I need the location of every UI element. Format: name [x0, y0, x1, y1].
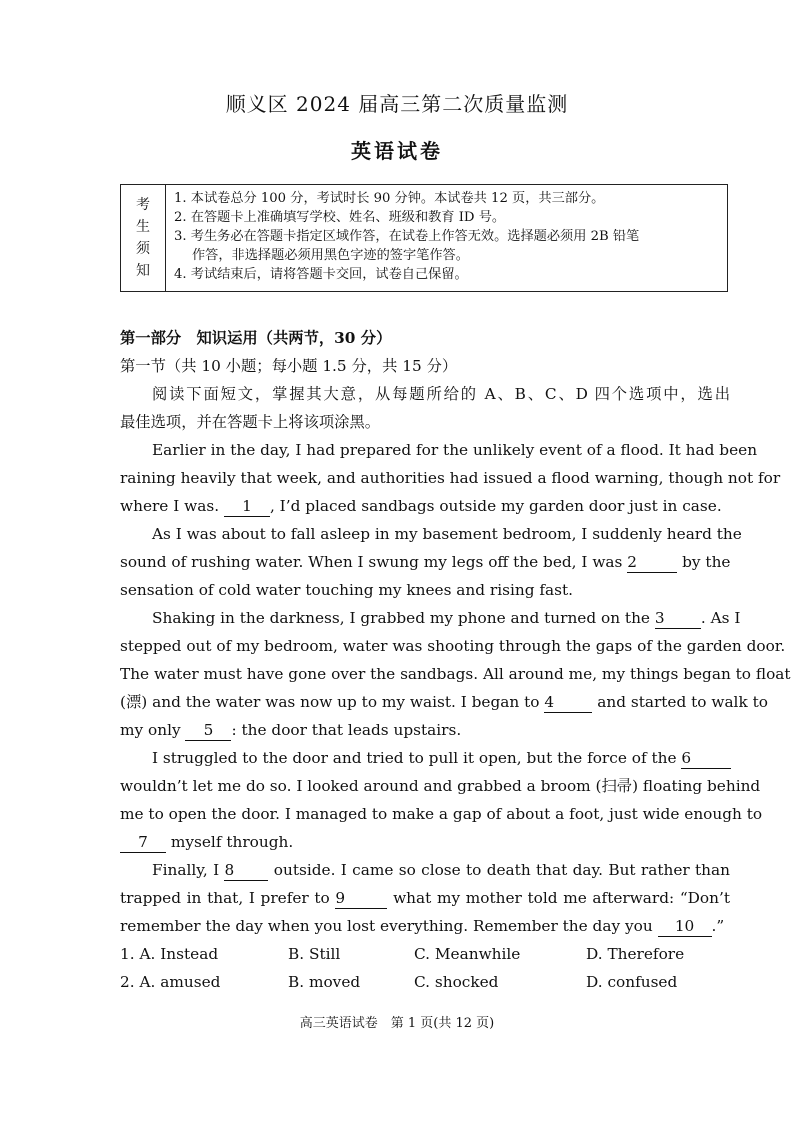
notice-items [166, 185, 727, 291]
passage-line [120, 912, 730, 940]
passage-line: As I was about to fall asleep in my basement bedroom, I suddenly heard the [152, 525, 742, 543]
blank-10: 10 [658, 916, 712, 937]
passage-text: where I was. [120, 497, 220, 515]
passage-text: (漂) and the water was now up to my waist. I began to [120, 693, 540, 711]
passage-line [120, 744, 730, 772]
passage-text: my only [120, 721, 181, 739]
passage-text: . As I [700, 609, 741, 627]
passage-text: .” [711, 917, 725, 935]
passage-text: and started to walk to [597, 693, 768, 711]
candidate-notice-box [120, 184, 728, 292]
option-text: A. Instead [139, 945, 219, 963]
exam-title: 顺义区 2024 届高三第二次质量监测 [225, 92, 569, 116]
passage-text: sound of rushing water. When I swung my legs off the bed, I was [120, 553, 623, 571]
passage-text: by the [682, 553, 731, 571]
passage-line [120, 492, 730, 520]
blank-6: 6 [681, 748, 731, 769]
blank-8: 8 [224, 860, 268, 881]
passage-text: what my mother told me afterward: “Don’t [393, 889, 730, 907]
passage-line [120, 828, 730, 856]
passage-line: raining heavily that week, and authorities had issued a flood warning, though not for [120, 469, 781, 487]
subject-title: 英语试卷 [351, 139, 443, 163]
section-title: 第一节（共 10 小题；每小题 1.5 分，共 15 分） [120, 357, 458, 375]
passage-text: : the door that leads upstairs. [231, 721, 462, 739]
passage-line: The water must have gone over the sandbags. All around me, my things began to float [120, 665, 791, 683]
question-1-option-a [120, 940, 288, 968]
page-footer: 高三英语试卷 第 1 页(共 12 页) [299, 1016, 495, 1031]
notice-item: 作答，非选择题必须用黑色字迹的签字笔作答。 [192, 248, 469, 263]
passage-line: me to open the door. I managed to make a gap of about a foot, just wide enough to [120, 805, 763, 823]
passage-text: Finally, I [152, 861, 220, 879]
notice-item: 2. 在答题卡上准确填写学校、姓名、班级和教育 ID 号。 [174, 210, 506, 225]
passage-line [120, 856, 730, 884]
passage-line: wouldn’t let me do so. I looked around and grabbed a broom (扫帚) floating behind [120, 777, 761, 795]
question-2-options [120, 968, 730, 996]
question-1-option-d: D. Therefore [586, 945, 685, 963]
exam-body [120, 324, 791, 996]
passage-line [120, 716, 730, 744]
notice-label [121, 185, 166, 291]
passage-line [120, 548, 730, 576]
notice-label-char: 知 [136, 263, 150, 279]
blank-5: 5 [185, 720, 231, 741]
instruction-line: 最佳选项，并在答题卡上将该项涂黑。 [120, 413, 381, 431]
question-number: 1. [120, 945, 135, 963]
question-2-option-d: D. confused [586, 973, 678, 991]
passage-line [120, 884, 730, 912]
passage-line [120, 604, 741, 632]
passage-line [120, 688, 768, 716]
part-title: 第一部分 知识运用（共两节，30 分） [120, 329, 392, 347]
passage-text: outside. I came so close to death that day. But rather than [273, 861, 730, 879]
notice-label-char: 生 [136, 219, 150, 235]
passage-text: I struggled to the door and tried to pull it open, but the force of the [152, 749, 677, 767]
blank-3: 3 [655, 608, 701, 629]
passage-line: stepped out of my bedroom, water was shooting through the gaps of the garden door. [120, 637, 786, 655]
passage-text: remember the day when you lost everything. Remember the day you [120, 917, 653, 935]
question-1-options [120, 940, 730, 968]
passage-line: Earlier in the day, I had prepared for the unlikely event of a flood. It had been [152, 441, 758, 459]
question-1-option-c: C. Meanwhile [414, 945, 521, 963]
passage-line: sensation of cold water touching my knees and rising fast. [120, 581, 574, 599]
notice-item: 3. 考生务必在答题卡指定区域作答，在试卷上作答无效。选择题必须用 2B 铅笔 [174, 229, 640, 244]
passage-text: Shaking in the darkness, I grabbed my phone and turned on the [152, 609, 650, 627]
notice-label-char: 须 [136, 241, 150, 257]
passage-text: myself through. [170, 833, 294, 851]
question-number: 2. [120, 973, 135, 991]
blank-2: 2 [627, 552, 677, 573]
blank-4: 4 [544, 692, 592, 713]
blank-1: 1 [224, 496, 270, 517]
notice-item: 1. 本试卷总分 100 分，考试时长 90 分钟。本试卷共 12 页，共三部分。 [174, 191, 605, 206]
option-text: A. amused [139, 973, 221, 991]
passage-text: trapped in that, I prefer to [120, 889, 330, 907]
question-2-option-c: C. shocked [414, 973, 499, 991]
notice-item: 4. 考试结束后，请将答题卡交回，试卷自己保留。 [174, 267, 468, 282]
passage-text: , I’d placed sandbags outside my garden door just in case. [269, 497, 722, 515]
question-2-option-a [120, 968, 288, 996]
notice-label-char: 考 [136, 197, 150, 213]
blank-7: 7 [120, 832, 166, 853]
question-2-option-b: B. moved [288, 973, 361, 991]
blank-9: 9 [335, 888, 387, 909]
question-1-option-b: B. Still [288, 945, 341, 963]
instruction-line: 阅读下面短文，掌握其大意，从每题所给的 A、B、C、D 四个选项中，选出 [152, 385, 730, 403]
